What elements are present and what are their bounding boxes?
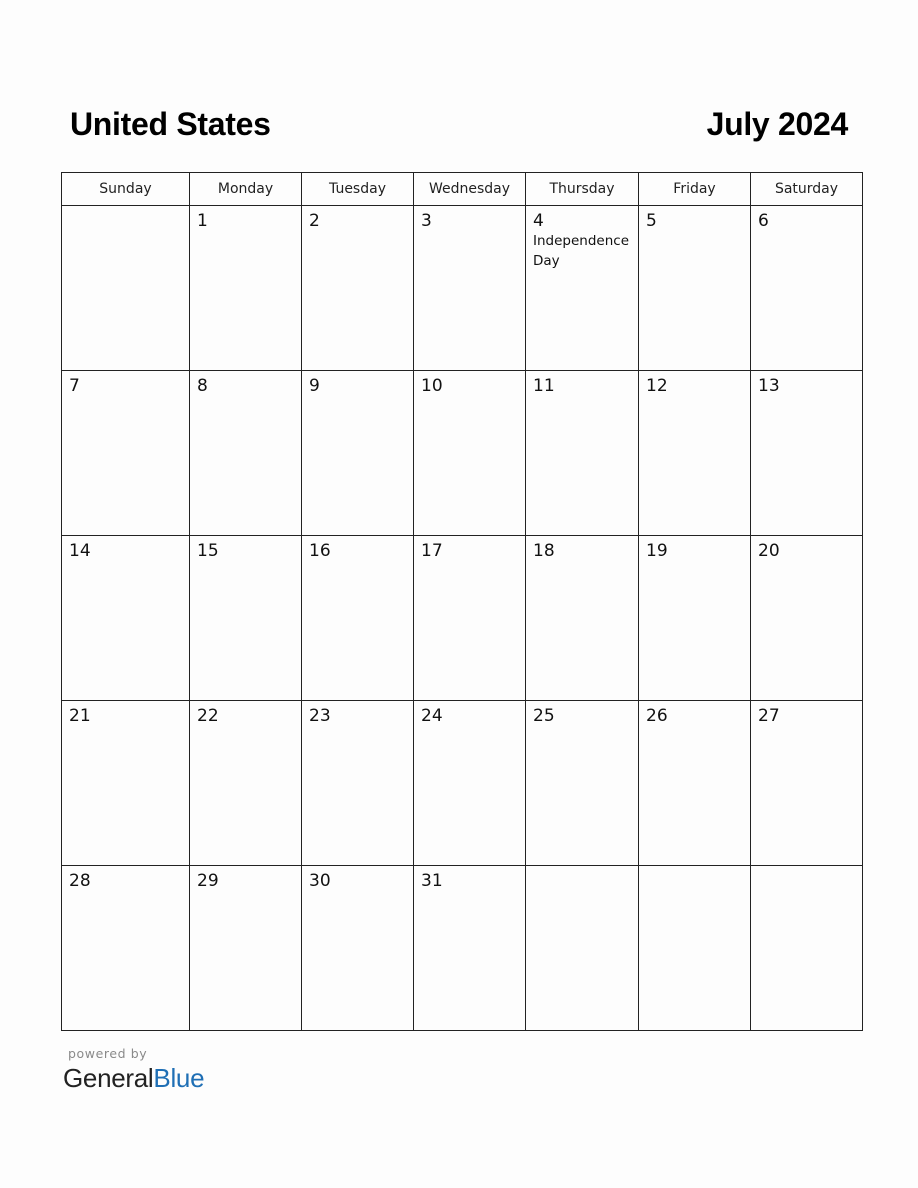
generalblue-logo[interactable]: [63, 1063, 204, 1093]
day-cell: [302, 866, 414, 1031]
day-number: 5: [646, 211, 657, 231]
weekday-sunday: Sunday: [62, 173, 190, 206]
day-number: 2: [309, 211, 320, 231]
day-number: 15: [197, 541, 219, 561]
day-cell: [526, 536, 639, 701]
day-cell: [639, 866, 751, 1031]
week-row: [62, 701, 863, 866]
brand-blue-text: Blue: [153, 1063, 205, 1093]
day-cell: [414, 371, 526, 536]
calendar-grid: [61, 172, 863, 1031]
day-cell: [414, 206, 526, 371]
week-row: [62, 536, 863, 701]
week-row: [62, 866, 863, 1031]
day-cell: [414, 866, 526, 1031]
day-cell: [639, 536, 751, 701]
day-cell: [751, 536, 863, 701]
day-number: 1: [197, 211, 208, 231]
day-number: 25: [533, 706, 555, 726]
day-cell: [62, 536, 190, 701]
day-number: 20: [758, 541, 780, 561]
day-cell: [302, 206, 414, 371]
day-number: 7: [69, 376, 80, 396]
month-year-title: July 2024: [706, 106, 848, 142]
weekday-saturday: Saturday: [751, 173, 863, 206]
country-title: United States: [70, 106, 271, 142]
day-number: 10: [421, 376, 443, 396]
day-cell: [62, 206, 190, 371]
day-cell: [190, 866, 302, 1031]
day-number: 8: [197, 376, 208, 396]
day-number: 24: [421, 706, 443, 726]
day-cell: [751, 701, 863, 866]
day-cell: [751, 206, 863, 371]
day-number: 16: [309, 541, 331, 561]
day-number: 19: [646, 541, 668, 561]
day-cell: [302, 536, 414, 701]
day-number: 11: [533, 376, 555, 396]
brand-general-text: General: [63, 1063, 154, 1093]
day-cell: [639, 701, 751, 866]
day-cell: [751, 371, 863, 536]
weekday-header-row: [62, 173, 863, 206]
week-row: [62, 206, 863, 371]
day-number: 26: [646, 706, 668, 726]
weekday-friday: Friday: [639, 173, 751, 206]
day-cell: [526, 206, 639, 371]
powered-by-text: powered by: [68, 1046, 148, 1061]
day-number: 4: [533, 211, 544, 231]
day-number: 13: [758, 376, 780, 396]
day-cell: [190, 371, 302, 536]
day-cell: [190, 701, 302, 866]
day-number: 17: [421, 541, 443, 561]
day-cell: [302, 701, 414, 866]
day-cell: [526, 371, 639, 536]
day-number: 9: [309, 376, 320, 396]
holiday-label: Independence Day: [533, 233, 630, 269]
day-number: 27: [758, 706, 780, 726]
day-number: 23: [309, 706, 331, 726]
day-cell: [62, 866, 190, 1031]
day-cell: [190, 206, 302, 371]
weekday-thursday: Thursday: [526, 173, 639, 206]
weekday-monday: Monday: [190, 173, 302, 206]
weekday-wednesday: Wednesday: [414, 173, 526, 206]
day-number: 31: [421, 871, 443, 891]
day-cell: [526, 866, 639, 1031]
day-cell: [190, 536, 302, 701]
day-cell: [639, 206, 751, 371]
week-row: [62, 371, 863, 536]
day-cell: [526, 701, 639, 866]
weekday-tuesday: Tuesday: [302, 173, 414, 206]
day-number: 3: [421, 211, 432, 231]
day-cell: [751, 866, 863, 1031]
day-cell: [414, 536, 526, 701]
day-number: 12: [646, 376, 668, 396]
day-number: 22: [197, 706, 219, 726]
day-number: 21: [69, 706, 91, 726]
day-cell: [414, 701, 526, 866]
day-cell: [62, 701, 190, 866]
day-number: 14: [69, 541, 91, 561]
day-cell: [302, 371, 414, 536]
day-number: 30: [309, 871, 331, 891]
day-number: 18: [533, 541, 555, 561]
day-cell: [639, 371, 751, 536]
day-number: 28: [69, 871, 91, 891]
day-cell: [62, 371, 190, 536]
day-number: 6: [758, 211, 769, 231]
day-number: 29: [197, 871, 219, 891]
